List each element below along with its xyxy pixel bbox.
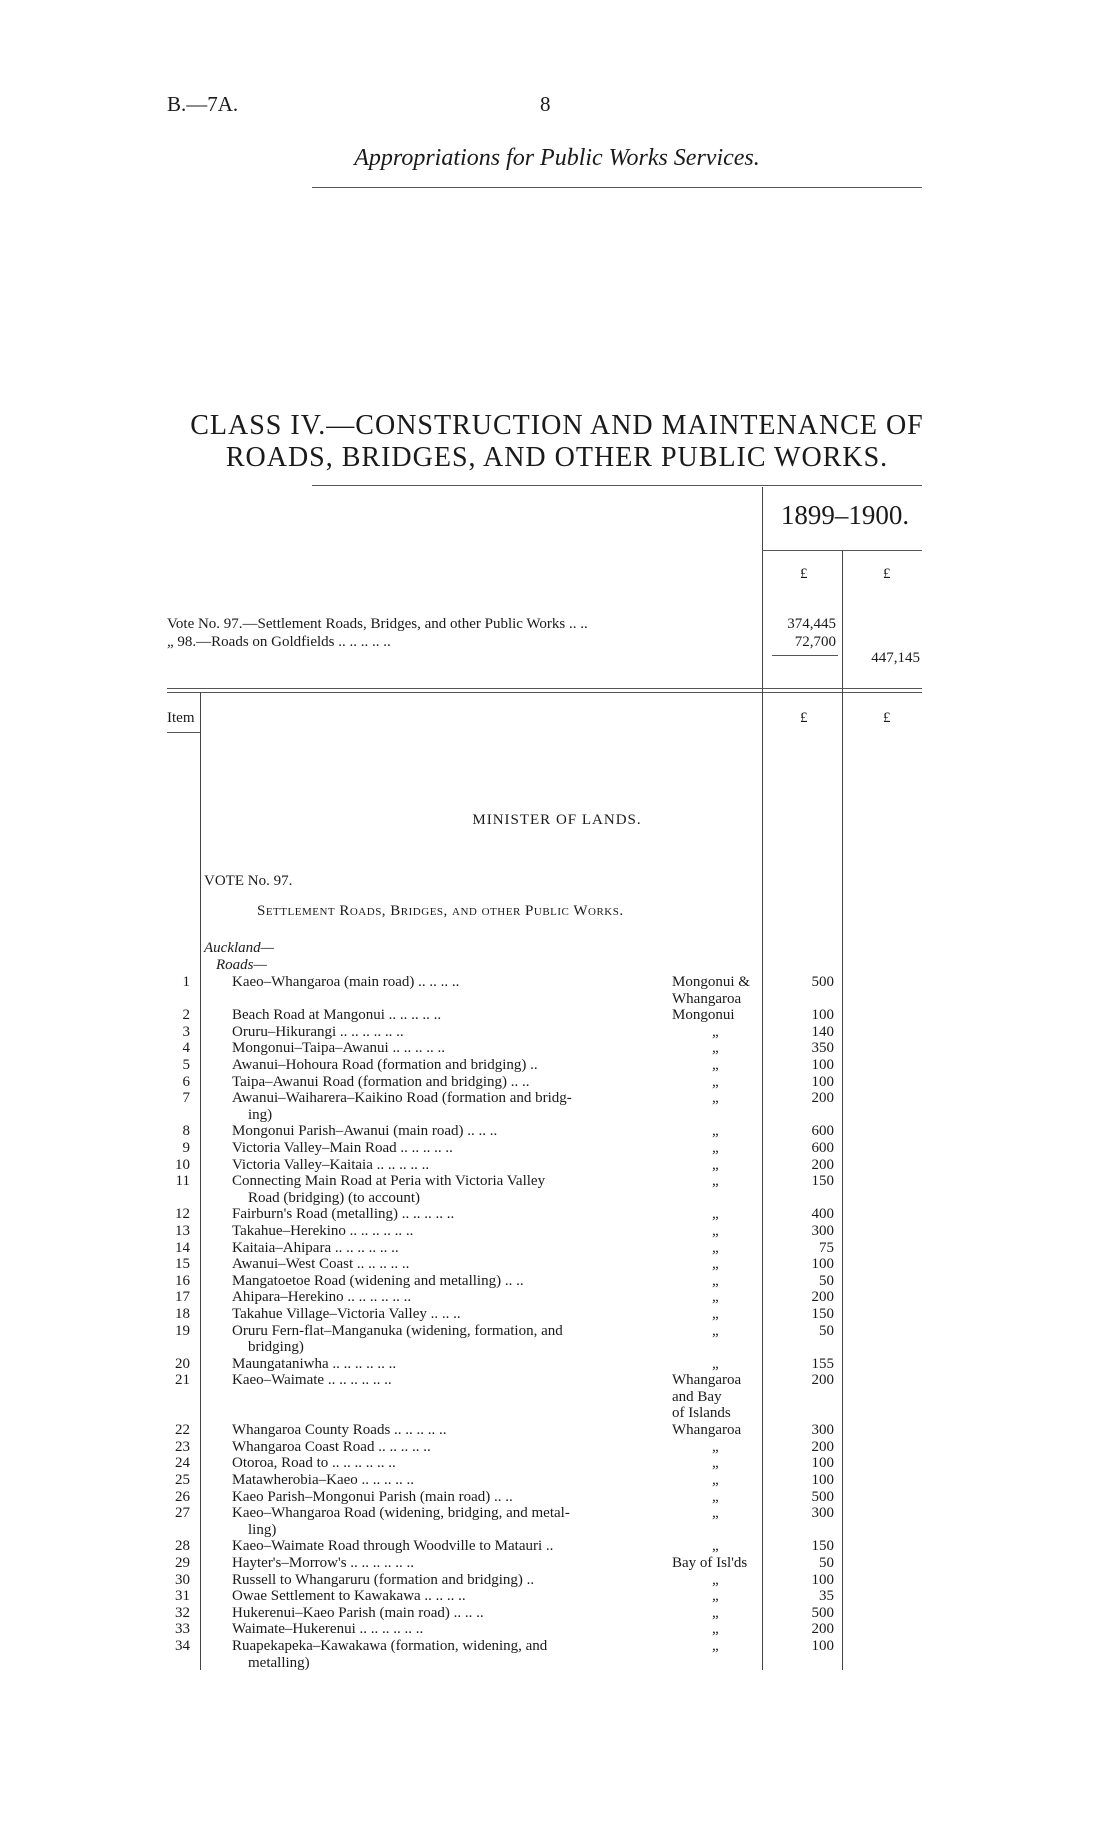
item-description-line: Oruru Fern-flat–Manganuka (widening, formation, and (232, 1322, 563, 1339)
item-description-line: Takahue Village–Victoria Valley .. .. .. (232, 1306, 461, 1322)
subregion-heading: Roads— (216, 957, 267, 973)
item-district-line: „ (712, 1604, 719, 1621)
item-amount: 600 (811, 1140, 834, 1156)
item-description (232, 1123, 497, 1140)
item-description-line: Hukerenui–Kaeo Parish (main road) .. .. .. (232, 1604, 484, 1621)
item-amount: 100 (811, 1638, 834, 1654)
summary-currency-1: £ (800, 566, 808, 582)
summary-divider-2 (842, 550, 843, 692)
item-district (672, 1472, 764, 1489)
item-amount: 150 (811, 1306, 834, 1322)
item-district-line: „ (712, 1073, 719, 1090)
item-district (672, 1605, 764, 1622)
item-description-line: Awanui–Hohoura Road (formation and bridging) .. (232, 1057, 538, 1073)
item-description (232, 1040, 445, 1057)
item-number: 17 (175, 1289, 190, 1306)
item-district-line: „ (712, 1123, 719, 1140)
item-district-line: „ (712, 1272, 719, 1289)
item-number: 8 (182, 1123, 190, 1140)
item-description (232, 974, 459, 991)
item-number: 20 (175, 1355, 190, 1372)
item-district-line: „ (712, 1306, 719, 1322)
item-header-rule (167, 732, 200, 733)
item-description (232, 1356, 396, 1373)
item-description (232, 1422, 447, 1439)
item-district-line: „ (712, 1090, 719, 1107)
item-description-line: Connecting Main Road at Peria with Victoria Valley (232, 1173, 546, 1190)
item-description (232, 1173, 545, 1206)
item-district-line: Bay of Isl'ds (672, 1555, 748, 1571)
item-district (672, 1638, 764, 1655)
item-district-line: „ (712, 1488, 719, 1505)
item-district-line: Whangaroa (672, 1422, 742, 1439)
item-district (672, 1455, 764, 1472)
item-number: 3 (182, 1023, 190, 1040)
item-district (672, 1206, 764, 1223)
item-number: 18 (175, 1306, 190, 1322)
item-amount: 300 (811, 1505, 834, 1522)
item-description (232, 1090, 572, 1123)
item-district-line: „ (712, 1023, 719, 1040)
header-rule (312, 187, 922, 188)
table-divider-item (200, 692, 201, 1670)
item-number: 9 (182, 1140, 190, 1156)
item-amount: 200 (811, 1090, 834, 1107)
item-number: 10 (175, 1156, 190, 1173)
item-description (232, 1306, 461, 1323)
item-number: 6 (182, 1073, 190, 1090)
item-amount: 50 (819, 1555, 834, 1571)
item-amount: 200 (811, 1372, 834, 1389)
item-district (672, 974, 764, 1007)
item-description-line: bridging) (248, 1339, 304, 1356)
item-number: 34 (175, 1638, 190, 1654)
item-description (232, 1372, 392, 1389)
item-amount: 500 (811, 974, 834, 990)
item-number: 14 (175, 1239, 190, 1256)
vote-97-label: Vote No. 97.—Settlement Roads, Bridges, and other Public Works .. .. (167, 616, 588, 632)
item-amount: 500 (811, 1604, 834, 1621)
page-number: 8 (540, 92, 551, 116)
table-top-rule-2 (167, 692, 922, 693)
item-district (672, 1040, 764, 1057)
item-description-line: ing) (248, 1106, 273, 1123)
item-amount: 500 (811, 1488, 834, 1505)
item-district-line: „ (712, 1438, 719, 1455)
item-amount: 100 (811, 1455, 834, 1472)
item-description (232, 1256, 409, 1273)
item-amount: 150 (811, 1538, 834, 1555)
item-amount: 100 (811, 1057, 834, 1073)
item-description (232, 1472, 414, 1489)
item-district-line: „ (712, 1638, 719, 1654)
item-description (232, 1489, 513, 1506)
item-description-line: Oruru–Hikurangi .. .. .. .. .. .. (232, 1023, 404, 1040)
item-description-line: Mongonui–Taipa–Awanui .. .. .. .. .. (232, 1040, 445, 1057)
item-description (232, 1605, 484, 1622)
item-description-line: Mangatoetoe Road (widening and metalling) .. .. (232, 1272, 524, 1289)
item-district (672, 1489, 764, 1506)
item-district-line: „ (712, 1206, 719, 1223)
item-district (672, 1289, 764, 1306)
item-description-line: Beach Road at Mangonui .. .. .. .. .. (232, 1007, 442, 1024)
item-description-line: Ahipara–Herekino .. .. .. .. .. .. (232, 1289, 412, 1306)
item-amount: 100 (811, 1571, 834, 1588)
item-district-line: „ (712, 1040, 719, 1057)
item-amount: 50 (819, 1322, 834, 1339)
item-description (232, 1621, 423, 1638)
item-number: 31 (175, 1588, 190, 1605)
item-amount: 50 (819, 1272, 834, 1289)
subtotal-rule (772, 655, 838, 656)
item-number: 28 (175, 1538, 190, 1555)
item-amount: 400 (811, 1206, 834, 1223)
item-amount: 200 (811, 1438, 834, 1455)
item-description-line: Victoria Valley–Main Road .. .. .. .. .. (232, 1140, 453, 1156)
item-number: 7 (182, 1090, 190, 1107)
item-district (672, 1140, 764, 1157)
summary-divider-1 (762, 487, 763, 692)
item-number: 11 (175, 1173, 190, 1190)
item-district-line: Whangaroa (672, 1372, 742, 1389)
summary-currency-2: £ (883, 566, 891, 582)
item-description-line: Matawherobia–Kaeo .. .. .. .. .. (232, 1472, 415, 1488)
item-number: 16 (175, 1272, 190, 1289)
item-number: 12 (175, 1206, 190, 1223)
item-description-line: metalling) (248, 1654, 310, 1671)
table-top-rule (167, 688, 922, 689)
item-number: 30 (175, 1571, 190, 1588)
class-title-line-2: ROADS, BRIDGES, AND OTHER PUBLIC WORKS. (225, 442, 889, 473)
item-number: 21 (175, 1372, 190, 1389)
vote-98-amount: 72,700 (794, 634, 836, 650)
item-description-line: Kaitaia–Ahipara .. .. .. .. .. .. (232, 1239, 399, 1256)
item-number: 22 (175, 1422, 190, 1439)
item-number: 23 (175, 1438, 190, 1455)
item-description-line: Taipa–Awanui Road (formation and bridging) .. .. (232, 1073, 530, 1090)
item-district-line: Whangaroa (672, 990, 742, 1007)
item-district-line: „ (712, 1223, 719, 1239)
item-amount: 200 (811, 1289, 834, 1306)
item-description (232, 1505, 570, 1538)
item-district (672, 1306, 764, 1323)
item-number: 33 (175, 1621, 190, 1638)
item-district-line: „ (712, 1289, 719, 1306)
item-number: 4 (182, 1040, 190, 1057)
vote-heading: VOTE No. 97. (204, 873, 293, 889)
item-description (232, 1206, 454, 1223)
item-amount: 300 (811, 1223, 834, 1239)
item-district (672, 1422, 764, 1439)
item-amount: 300 (811, 1422, 834, 1439)
item-district (672, 1157, 764, 1174)
item-description (232, 1074, 530, 1091)
item-amount: 155 (811, 1355, 834, 1372)
item-district (672, 1173, 764, 1190)
item-description (232, 1223, 413, 1240)
item-district (672, 1372, 764, 1422)
table-divider-amount-2 (842, 692, 843, 1670)
item-district (672, 1572, 764, 1589)
item-description-line: Maungataniwha .. .. .. .. .. .. (232, 1355, 397, 1372)
financial-year: 1899–1900. (780, 500, 910, 530)
item-district-line: „ (712, 1239, 719, 1256)
item-district (672, 1007, 764, 1024)
vote-total: 447,145 (871, 650, 920, 666)
item-description (232, 1323, 563, 1356)
item-amount: 35 (819, 1588, 834, 1605)
item-amount: 75 (819, 1239, 834, 1256)
item-district (672, 1057, 764, 1074)
item-description-line: Takahue–Herekino .. .. .. .. .. .. (232, 1223, 414, 1239)
item-number: 26 (175, 1488, 190, 1505)
item-description-line: Otoroa, Road to .. .. .. .. .. .. (232, 1455, 396, 1472)
item-district (672, 1024, 764, 1041)
item-district (672, 1555, 764, 1572)
item-number: 32 (175, 1604, 190, 1621)
vote-title: Settlement Roads, Bridges, and other Public Works. (257, 903, 624, 919)
item-district-line: and Bay (672, 1388, 722, 1405)
page-title: Appropriations for Public Works Services. (354, 145, 760, 171)
item-district-line: „ (712, 1355, 719, 1372)
item-district-line: Mongonui & (672, 974, 750, 990)
item-description-line: Whangaroa County Roads .. .. .. .. .. (232, 1422, 447, 1439)
table-currency-1: £ (800, 710, 808, 726)
minister-heading: MINISTER OF LANDS. (472, 812, 642, 828)
item-description-line: Road (bridging) (to account) (248, 1189, 421, 1206)
item-district-line: „ (712, 1322, 719, 1339)
item-district (672, 1256, 764, 1273)
item-description (232, 1638, 547, 1671)
item-description (232, 1157, 429, 1174)
item-description-line: Awanui–West Coast .. .. .. .. .. (232, 1256, 410, 1273)
item-description (232, 1572, 534, 1589)
item-district-line: „ (712, 1156, 719, 1173)
item-district-line: „ (712, 1505, 719, 1522)
item-number: 5 (182, 1057, 190, 1073)
item-amount: 100 (811, 1073, 834, 1090)
item-description-line: Awanui–Waiharera–Kaikino Road (formation and bridg- (232, 1090, 572, 1107)
item-description (232, 1555, 414, 1572)
item-description-line: Kaeo–Whangaroa Road (widening, bridging, and metal- (232, 1505, 570, 1522)
item-number: 29 (175, 1555, 190, 1571)
item-description-line: Victoria Valley–Kaitaia .. .. .. .. .. (232, 1156, 430, 1173)
item-description-line: Kaeo–Whangaroa (main road) .. .. .. .. (232, 974, 460, 990)
item-description (232, 1455, 396, 1472)
item-description-line: Hayter's–Morrow's .. .. .. .. .. .. (232, 1555, 415, 1571)
item-description-line: Kaeo–Waimate Road through Woodville to Matauri .. (232, 1538, 554, 1555)
item-number: 27 (175, 1505, 190, 1522)
vote-97-amount: 374,445 (787, 616, 836, 632)
item-amount: 200 (811, 1621, 834, 1638)
item-amount: 350 (811, 1040, 834, 1057)
item-description (232, 1273, 524, 1290)
item-district (672, 1223, 764, 1240)
item-amount: 140 (811, 1023, 834, 1040)
vote-98-label: „ 98.—Roads on Goldfields .. .. .. .. .. (167, 634, 391, 650)
table-currency-2: £ (883, 710, 891, 726)
document-reference: B.—7A. (167, 92, 239, 116)
item-district (672, 1074, 764, 1091)
item-district (672, 1505, 764, 1522)
item-district (672, 1123, 764, 1140)
item-district (672, 1538, 764, 1555)
item-amount: 150 (811, 1173, 834, 1190)
item-district-line: of Islands (672, 1405, 731, 1422)
item-description (232, 1588, 466, 1605)
item-description (232, 1057, 538, 1074)
item-district (672, 1240, 764, 1257)
item-description-line: Ruapekapeka–Kawakawa (formation, widening, and (232, 1638, 548, 1654)
item-amount: 100 (811, 1007, 834, 1024)
item-district-line: „ (712, 1173, 719, 1190)
item-number: 24 (175, 1455, 190, 1472)
class-rule (312, 485, 922, 486)
item-description-line: Kaeo–Waimate .. .. .. .. .. .. (232, 1372, 392, 1389)
region-heading: Auckland— (204, 940, 274, 956)
item-description-line: ling) (248, 1521, 277, 1538)
item-amount: 100 (811, 1472, 834, 1488)
item-district (672, 1621, 764, 1638)
item-district-line: „ (712, 1256, 719, 1273)
class-title-line-1: CLASS IV.—CONSTRUCTION AND MAINTENANCE OF (190, 410, 924, 441)
item-number: 25 (175, 1472, 190, 1488)
item-district (672, 1273, 764, 1290)
item-description-line: Waimate–Hukerenui .. .. .. .. .. .. (232, 1621, 424, 1638)
item-district (672, 1323, 764, 1340)
item-number: 2 (182, 1007, 190, 1024)
item-amount: 600 (811, 1123, 834, 1140)
item-description (232, 1538, 553, 1555)
item-description (232, 1289, 411, 1306)
item-amount: 200 (811, 1156, 834, 1173)
item-district-line: „ (712, 1621, 719, 1638)
item-district-line: „ (712, 1140, 719, 1156)
item-district (672, 1588, 764, 1605)
item-description (232, 1024, 404, 1041)
item-description-line: Owae Settlement to Kawakawa .. .. .. .. (232, 1588, 466, 1605)
item-district-line: „ (712, 1472, 719, 1488)
item-number: 1 (182, 974, 190, 990)
item-column-header: Item (167, 710, 195, 726)
item-description-line: Russell to Whangaruru (formation and bridging) .. (232, 1571, 535, 1588)
year-rule (762, 550, 922, 551)
item-district-line: „ (712, 1571, 719, 1588)
item-description (232, 1140, 453, 1157)
item-amount: 100 (811, 1256, 834, 1273)
item-number: 19 (175, 1322, 190, 1339)
item-number: 13 (175, 1223, 190, 1239)
item-district (672, 1439, 764, 1456)
item-district-line: „ (712, 1538, 719, 1555)
item-district (672, 1356, 764, 1373)
item-description-line: Mongonui Parish–Awanui (main road) .. .. .. (232, 1123, 498, 1140)
item-district-line: „ (712, 1057, 719, 1073)
item-district (672, 1090, 764, 1107)
item-district-line: Mongonui (672, 1007, 735, 1024)
item-description (232, 1240, 399, 1257)
item-description (232, 1007, 441, 1024)
item-district-line: „ (712, 1455, 719, 1472)
item-description-line: Fairburn's Road (metalling) .. .. .. .. .. (232, 1206, 455, 1223)
item-number: 15 (175, 1256, 190, 1273)
item-description (232, 1439, 431, 1456)
item-description-line: Kaeo Parish–Mongonui Parish (main road) .. .. (232, 1488, 513, 1505)
item-district-line: „ (712, 1588, 719, 1605)
item-description-line: Whangaroa Coast Road .. .. .. .. .. (232, 1438, 431, 1455)
